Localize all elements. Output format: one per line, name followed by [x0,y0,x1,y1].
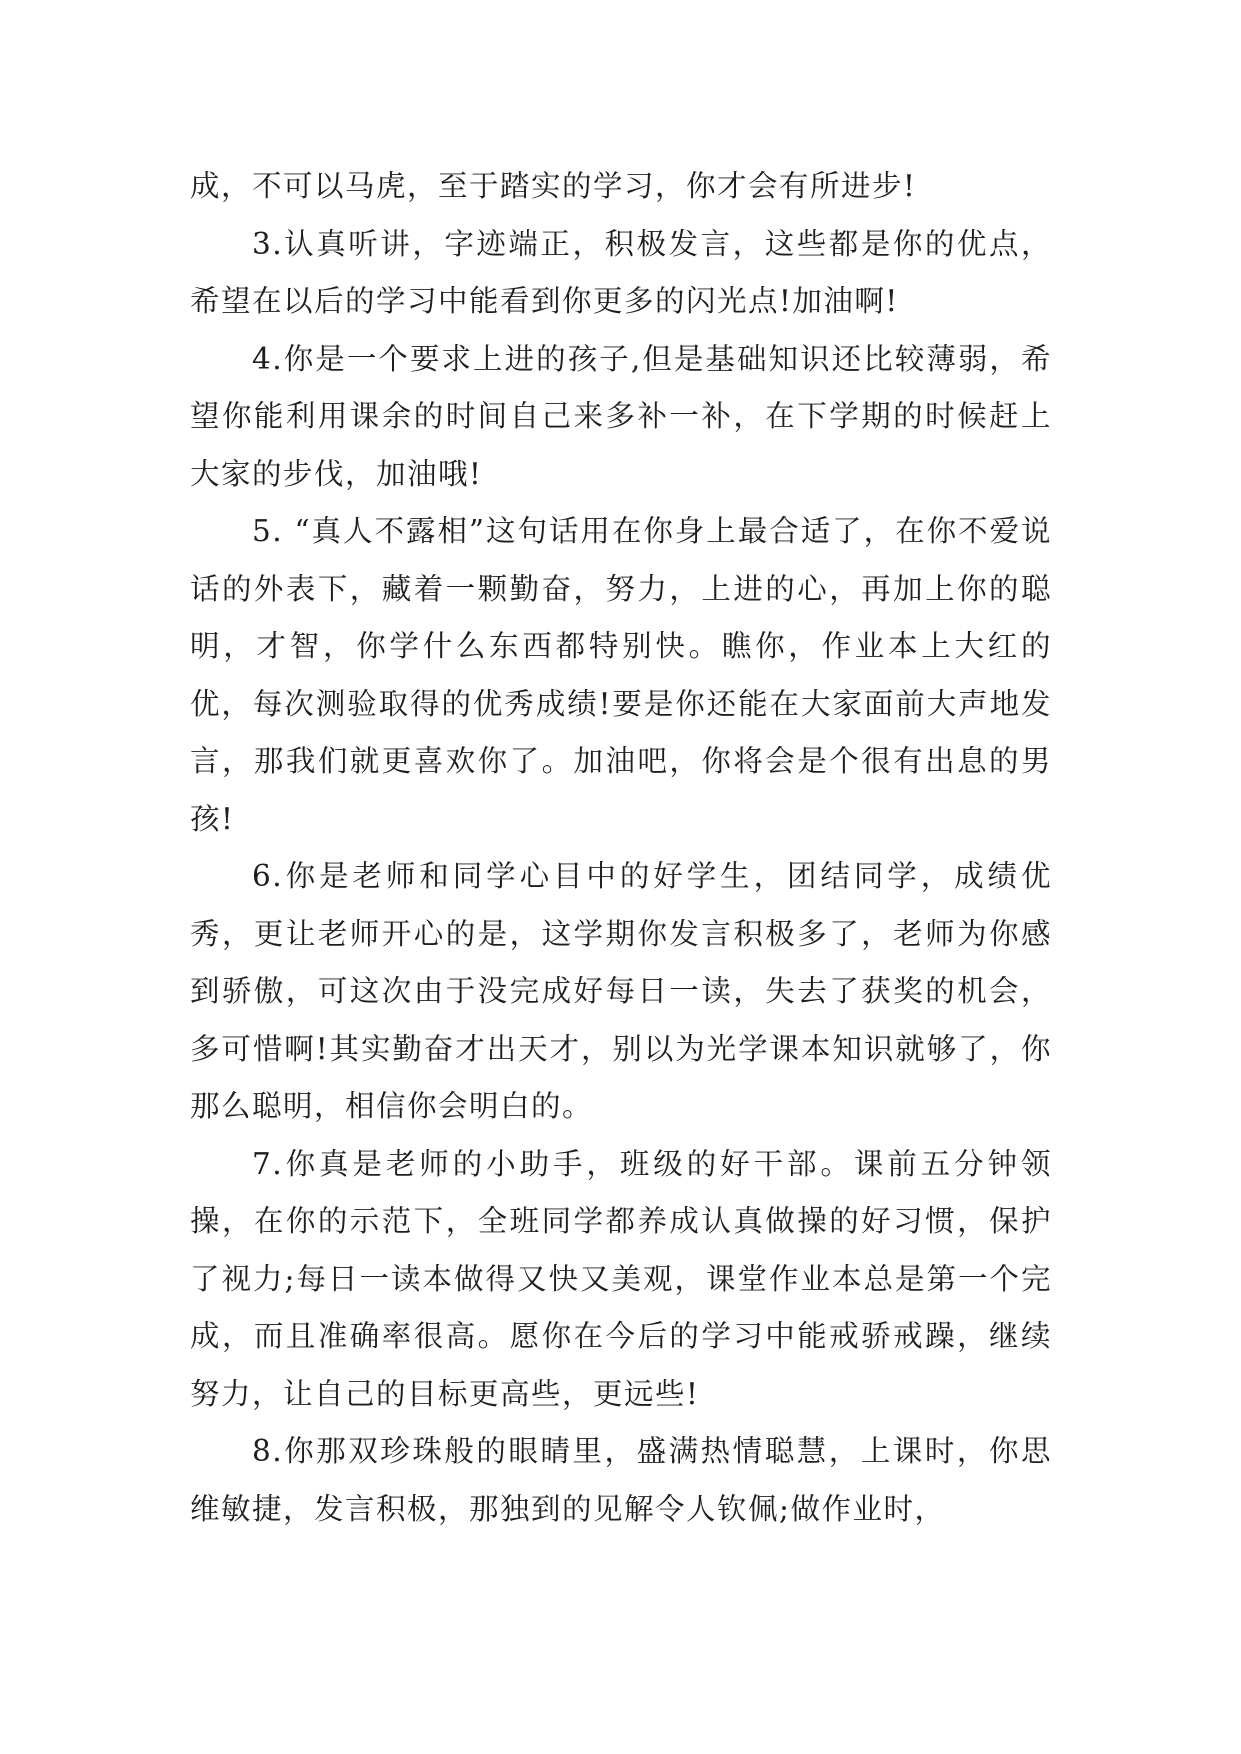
paragraph-comment-6: 6.你是老师和同学心目中的好学生，团结同学，成绩优秀，更让老师开心的是，这学期你发言积极多了，老师为你感到骄傲，可这次由于没完成好每日一读，失去了获奖的机会，多可惜啊!其实勤奋才出天才，别以为光学课本知识就够了，你那么聪明，相信你会明白的。 [190,859,1052,1123]
paragraph-comment-4: 4.你是一个要求上进的孩子,但是基础知识还比较薄弱，希望你能利用课余的时间自己来多补一补，在下学期的时候赶上大家的步伐，加油哦! [190,341,1052,491]
document-body [190,158,1052,1538]
paragraph-comment-3: 3.认真听讲，字迹端正，积极发言，这些都是你的优点，希望在以后的学习中能看到你更多的闪光点!加油啊! [190,226,1052,318]
paragraph-comment-5: 5. “真人不露相”这句话用在你身上最合适了，在你不爱说话的外表下，藏着一颗勤奋，努力，上进的心，再加上你的聪明，才智，你学什么东西都特别快。瞧你，作业本上大红的优，每次测验取得的优秀成绩!要是你还能在大家面前大声地发言，那我们就更喜欢你了。加油吧，你将会是个很有出息的男孩! [190,514,1052,836]
paragraph-comment-8: 8.你那双珍珠般的眼睛里，盛满热情聪慧，上课时，你思维敏捷，发言积极，那独到的见解令人钦佩;做作业时， [190,1434,1052,1526]
paragraph-continuation: 成，不可以马虎，至于踏实的学习，你才会有所进步! [190,169,917,203]
paragraph-comment-7: 7.你真是老师的小助手，班级的好干部。课前五分钟领操，在你的示范下，全班同学都养成认真做操的好习惯，保护了视力;每日一读本做得又快又美观，课堂作业本总是第一个完成，而且准确率很高。愿你在今后的学习中能戒骄戒躁，继续努力，让自己的目标更高些，更远些! [190,1146,1052,1411]
